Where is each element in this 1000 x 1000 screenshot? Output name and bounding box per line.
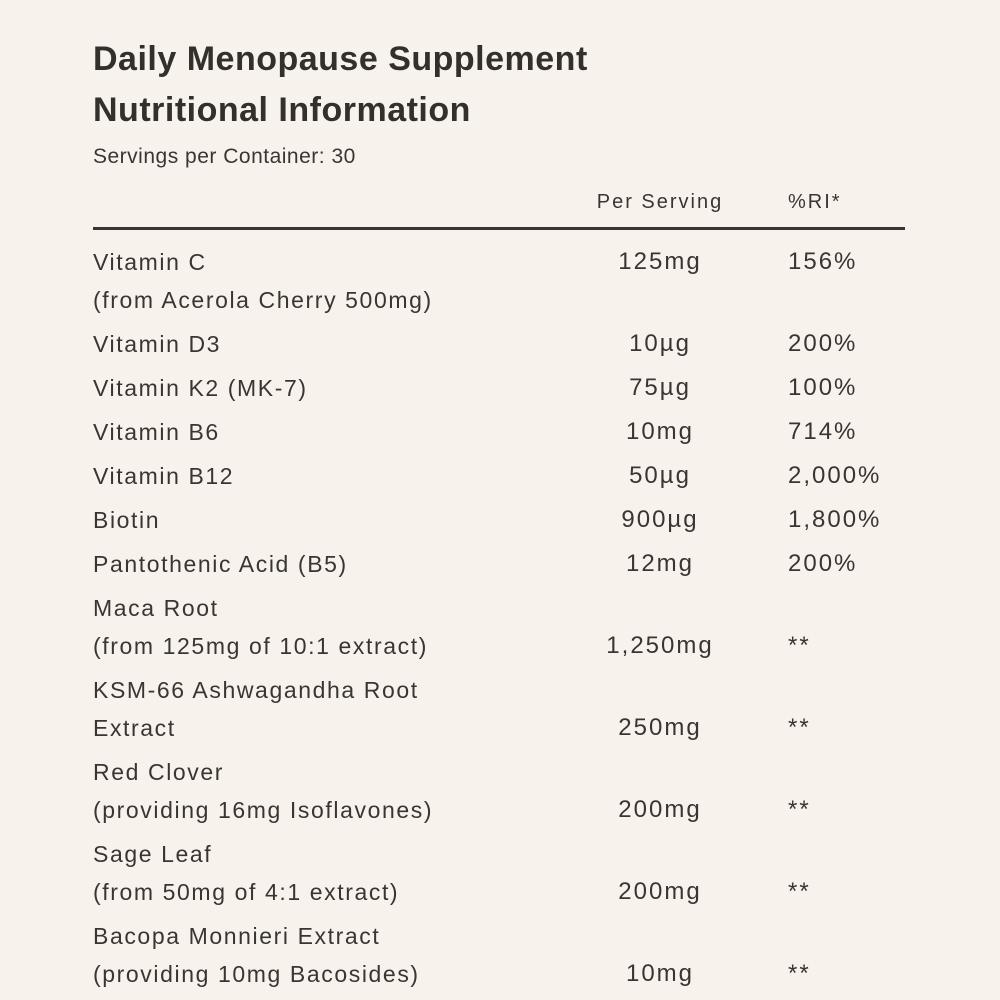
ingredient-name-cell	[93, 413, 560, 451]
per-serving-value: 200mg	[618, 796, 702, 823]
ingredient-name-cell	[93, 325, 560, 363]
per-serving-value: 125mg	[618, 248, 702, 275]
ingredient-subtext: (from 125mg of 10:1 extract)	[93, 633, 428, 659]
per-serving-value: 250mg	[618, 714, 702, 741]
rpi-value: 200%	[788, 330, 858, 357]
rpi-value: **	[788, 960, 811, 987]
ingredient-name-cell	[93, 671, 560, 747]
rpi-value: 1,800%	[788, 506, 882, 533]
per-serving-value: 1,250mg	[606, 632, 714, 659]
ingredient-name: Vitamin B6	[93, 419, 220, 445]
ingredient-name: Sage Leaf	[93, 841, 213, 867]
rpi-value: **	[788, 878, 811, 905]
ingredient-name: Biotin	[93, 507, 161, 533]
ingredient-name-cell	[93, 243, 560, 319]
table-row	[93, 671, 905, 747]
ingredient-name-cell	[93, 457, 560, 495]
per-serving-value: 75µg	[629, 374, 691, 401]
ingredient-subtext: (from 50mg of 4:1 extract)	[93, 879, 400, 905]
ingredient-subtext: (from Acerola Cherry 500mg)	[93, 287, 433, 313]
rpi-value: **	[788, 714, 811, 741]
ingredient-name-cell	[93, 501, 560, 539]
rpi-value: **	[788, 796, 811, 823]
per-serving-value: 900µg	[621, 506, 699, 533]
ingredient-subtext: (providing 16mg Isoflavones)	[93, 797, 434, 823]
ingredient-name: Vitamin C	[93, 249, 207, 275]
page-title	[93, 34, 905, 136]
per-serving-value: 200mg	[618, 878, 702, 905]
per-serving-value: 50µg	[629, 462, 691, 489]
ingredient-name: Vitamin B12	[93, 463, 235, 489]
table-row	[93, 501, 905, 539]
rpi-value: **	[788, 632, 811, 659]
per-serving-value: 10mg	[625, 960, 695, 987]
table-row	[93, 413, 905, 451]
rpi-value: 714%	[788, 418, 858, 445]
ingredient-subtext: (providing 10mg Bacosides)	[93, 961, 420, 987]
column-header-per-serving: Per Serving	[596, 191, 724, 213]
ingredient-name-cell	[93, 369, 560, 407]
ingredient-name: Vitamin D3	[93, 331, 222, 357]
ingredient-name-cell	[93, 753, 560, 829]
table-row	[93, 917, 905, 993]
ingredient-name: Maca Root	[93, 595, 219, 621]
table-row	[93, 753, 905, 829]
rpi-value: 100%	[788, 374, 858, 401]
ingredient-subtext: Extract	[93, 715, 176, 741]
table-row	[93, 325, 905, 363]
rpi-value: 200%	[788, 550, 858, 577]
ingredient-name: Red Clover	[93, 759, 225, 785]
servings-per-container: Servings per Container: 30	[93, 145, 356, 168]
table-row	[93, 369, 905, 407]
ingredient-name-cell	[93, 835, 560, 911]
page-title-line2: Nutritional Information	[93, 91, 471, 129]
ingredient-name: Bacopa Monnieri Extract	[93, 923, 381, 949]
table-row	[93, 545, 905, 583]
page-title-line1: Daily Menopause Supplement	[93, 40, 588, 78]
table-row	[93, 835, 905, 911]
rpi-value: 156%	[788, 248, 858, 275]
table-row	[93, 589, 905, 665]
ingredient-name-cell	[93, 589, 560, 665]
table-body	[93, 230, 905, 993]
table-header-row	[93, 191, 905, 230]
per-serving-value: 10mg	[625, 418, 695, 445]
per-serving-value: 10µg	[629, 330, 691, 357]
ingredient-name: KSM-66 Ashwagandha Root	[93, 677, 419, 703]
rpi-value: 2,000%	[788, 462, 882, 489]
ingredient-name: Pantothenic Acid (B5)	[93, 551, 348, 577]
ingredient-name: Vitamin K2 (MK-7)	[93, 375, 308, 401]
column-header-rpi: %RI*	[788, 191, 842, 213]
column-header-ingredient	[93, 191, 560, 214]
table-row	[93, 243, 905, 319]
ingredient-name-cell	[93, 545, 560, 583]
per-serving-value: 12mg	[625, 550, 695, 577]
table-row	[93, 457, 905, 495]
ingredient-name-cell	[93, 917, 560, 993]
